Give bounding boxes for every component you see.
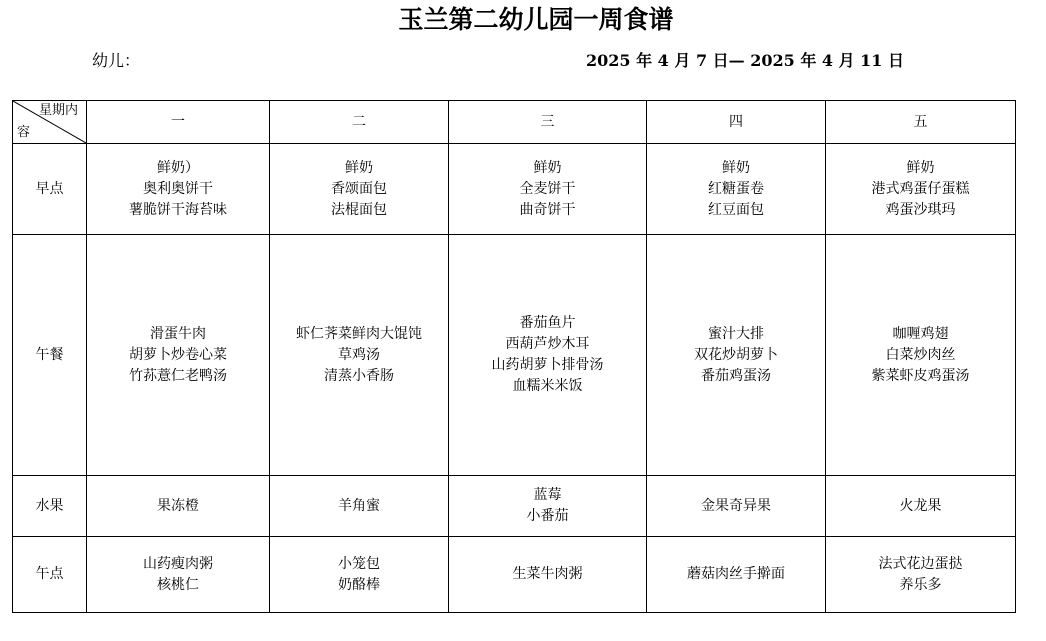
menu-cell <box>270 537 449 613</box>
menu-item: 血糯米米饭 <box>512 378 583 394</box>
menu-cell <box>449 537 647 613</box>
menu-item: 滑蛋牛肉 <box>150 325 206 342</box>
menu-item: 蘑菇肉丝手擀面 <box>687 566 785 582</box>
meal-label: 早点 <box>13 144 87 235</box>
menu-item: 曲奇饼干 <box>519 201 576 218</box>
date-range: 2025 年 4 月 7 日— 2025 年 4 月 11 日 <box>586 51 905 70</box>
menu-item: 薯脆饼干海苔味 <box>129 201 227 218</box>
menu-cell <box>826 476 1016 537</box>
corner-top-label: 星期内 <box>38 103 78 118</box>
menu-item: 西葫芦炒木耳 <box>505 336 590 352</box>
menu-item: 法式花边蛋挞 <box>878 555 963 572</box>
menu-cell <box>647 537 826 613</box>
menu-item: 全麦饼干 <box>519 180 576 197</box>
menu-cell <box>826 537 1016 613</box>
menu-cell <box>449 144 647 235</box>
menu-cell <box>826 144 1016 235</box>
menu-cell <box>270 476 449 537</box>
menu-item: 火龙果 <box>899 497 942 514</box>
day-header-2: 二 <box>270 101 449 144</box>
menu-cell <box>826 235 1016 476</box>
menu-item: 草鸡汤 <box>338 346 380 363</box>
menu-cell <box>87 537 270 613</box>
menu-item: 小番茄 <box>526 508 569 524</box>
menu-cell <box>270 235 449 476</box>
menu-item: 山药瘦肉粥 <box>143 555 213 572</box>
meal-row <box>13 235 1016 476</box>
header-row <box>13 101 1016 144</box>
menu-item: 羊角蜜 <box>338 497 380 514</box>
menu-item: 奶酪棒 <box>338 576 380 593</box>
menu-cell <box>647 476 826 537</box>
menu-item: 红豆面包 <box>708 201 764 218</box>
menu-item: 蜜汁大排 <box>708 325 764 342</box>
menu-item: 清蒸小香肠 <box>324 367 394 384</box>
day-header-4: 四 <box>647 101 826 144</box>
corner-bottom-label: 容 <box>17 125 31 140</box>
menu-item: 蓝莓 <box>533 487 562 503</box>
menu-cell <box>647 144 826 235</box>
meal-row <box>13 144 1016 235</box>
menu-item: 港式鸡蛋仔蛋糕 <box>871 180 970 197</box>
menu-item: 生菜牛肉粥 <box>512 566 583 582</box>
menu-cell <box>87 476 270 537</box>
menu-cell <box>87 235 270 476</box>
menu-item: 法棍面包 <box>331 201 387 218</box>
day-header-5: 五 <box>826 101 1016 144</box>
day-header-1: 一 <box>87 101 270 144</box>
menu-cell <box>449 235 647 476</box>
menu-item: 虾仁荠菜鲜肉大馄饨 <box>296 325 422 342</box>
day-header-3: 三 <box>449 101 647 144</box>
menu-item: 紫菜虾皮鸡蛋汤 <box>871 367 970 384</box>
menu-item: 金果奇异果 <box>701 497 771 514</box>
menu-item: 鲜奶 <box>906 159 935 176</box>
menu-item: 鲜奶 <box>722 159 750 176</box>
menu-item: 竹荪薏仁老鸭汤 <box>129 367 227 384</box>
meal-row <box>13 537 1016 613</box>
menu-item: 鸡蛋沙琪玛 <box>885 201 956 218</box>
menu-cell <box>87 144 270 235</box>
menu-item: 核桃仁 <box>157 576 199 593</box>
menu-item: 山药胡萝卜排骨汤 <box>491 357 604 373</box>
menu-cell <box>647 235 826 476</box>
menu-item: 白菜炒肉丝 <box>885 346 956 363</box>
meal-label: 水果 <box>13 476 87 537</box>
menu-item: 红糖蛋卷 <box>708 180 764 197</box>
menu-item: 鲜奶 <box>345 159 373 176</box>
menu-item: 奥利奥饼干 <box>143 180 213 197</box>
page-title: 玉兰第二幼儿园一周食谱 <box>398 5 674 34</box>
child-label: 幼儿： <box>92 51 141 70</box>
menu-item: 番茄鱼片 <box>519 315 576 331</box>
menu-item: 番茄鸡蛋汤 <box>701 367 771 384</box>
menu-item: 香颂面包 <box>331 180 387 197</box>
menu-item: 养乐多 <box>899 576 942 593</box>
menu-item: 果冻橙 <box>157 497 199 514</box>
menu-item: 小笼包 <box>338 555 380 572</box>
menu-item: 鲜奶 <box>533 159 562 176</box>
meal-label: 午餐 <box>13 235 87 476</box>
menu-cell <box>270 144 449 235</box>
menu-item: 双花炒胡萝卜 <box>694 346 778 363</box>
meal-label: 午点 <box>13 537 87 613</box>
corner-cell <box>13 101 87 144</box>
weekly-menu-table <box>12 100 1016 613</box>
menu-item: 鲜奶） <box>157 159 199 176</box>
menu-item: 胡萝卜炒卷心菜 <box>129 346 227 363</box>
menu-cell <box>449 476 647 537</box>
menu-item: 咖喱鸡翅 <box>892 325 949 342</box>
meal-row <box>13 476 1016 537</box>
